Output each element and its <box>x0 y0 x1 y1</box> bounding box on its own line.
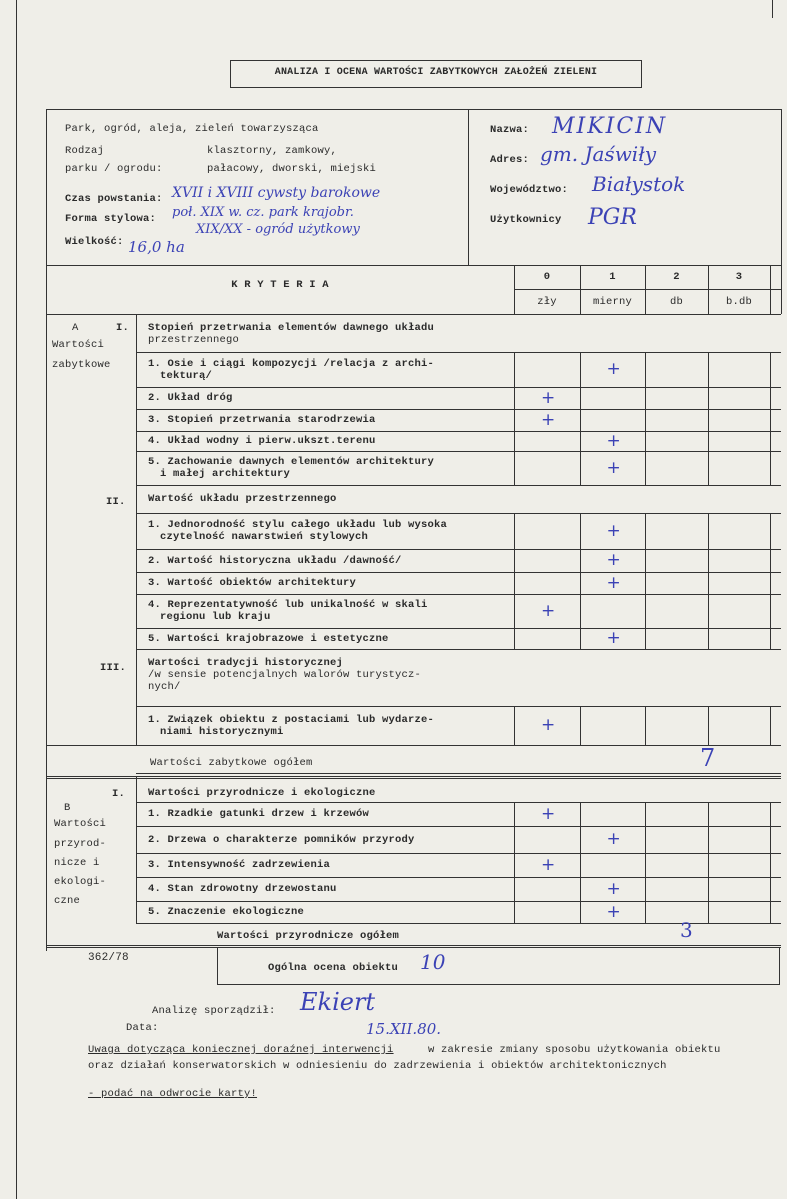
score-cell-line <box>770 706 771 745</box>
score-cell-line <box>645 409 646 431</box>
users-label: Użytkownicy <box>490 214 562 226</box>
grid-line <box>136 387 781 388</box>
score-mark: + <box>606 878 621 899</box>
score-cell-line <box>645 352 646 387</box>
criterion-label-2: niami historycznymi <box>160 725 284 738</box>
score-label: b.db <box>725 296 752 308</box>
score-cell-line <box>770 352 771 387</box>
grid-line <box>136 513 781 514</box>
score-cell-line <box>580 628 581 649</box>
right-margin-line <box>772 0 773 18</box>
score-cell-line <box>770 628 771 649</box>
score-number: 1 <box>609 271 616 283</box>
section-b-title-5: czne <box>54 895 81 907</box>
score-cell-line <box>708 877 709 901</box>
section-b-start-2 <box>46 778 781 779</box>
score-cell-line <box>645 451 646 485</box>
score-mark: + <box>606 457 621 478</box>
score-cell-line <box>514 826 515 853</box>
score-cell-line <box>580 352 581 387</box>
score-cell-line <box>708 901 709 923</box>
note-line-2: oraz działań konserwatorskich w odniesieniu do zadrzewienia i obiektów architektonicznych <box>88 1060 667 1072</box>
style-label: Forma stylowa: <box>65 213 157 225</box>
criterion-label: 1. Jednorodność stylu całego układu lub wysoka <box>148 519 448 531</box>
score-cell-line <box>770 513 771 549</box>
criterion-label-2: tekturą/ <box>160 369 213 382</box>
score-cell-line <box>580 513 581 549</box>
score-cell-line <box>514 628 515 649</box>
score-mark: + <box>606 628 621 648</box>
score-cell-line <box>580 451 581 485</box>
score-cell-line <box>645 513 646 549</box>
score-col-line <box>770 265 771 314</box>
score-cell-line <box>708 572 709 594</box>
section-a-title: Wartości <box>52 339 105 351</box>
score-mark: + <box>606 550 621 570</box>
score-cell-line <box>708 706 709 745</box>
group-header: Wartość układu przestrzennego <box>148 493 337 505</box>
criterion-label: 2. Drzewa o charakterze pomników przyrody <box>148 833 415 846</box>
analyst-signature: Ekiert <box>300 988 376 1016</box>
criterion-label-2: regionu lub kraju <box>160 611 271 623</box>
section-b-title-4: ekologi- <box>54 876 107 888</box>
score-cell-line <box>514 431 515 451</box>
score-cell-line <box>708 594 709 628</box>
score-cell-line <box>770 549 771 572</box>
criterion-label-2: i małej architektury <box>160 468 291 480</box>
score-cell-line <box>514 901 515 923</box>
nature-total-label: Wartości przyrodnicze ogółem <box>217 930 400 942</box>
score-cell-line <box>645 826 646 853</box>
score-cell-line <box>514 706 515 745</box>
object-type: Park, ogród, aleja, zieleń towarzysząca <box>65 123 319 135</box>
criterion-label-2: czytelność nawarstwień stylowych <box>160 531 369 543</box>
creation-label: Czas powstania: <box>65 193 163 205</box>
criterion-label: 5. Wartości krajobrazowe i estetyczne <box>148 632 389 645</box>
criterion-label: 1. Związek obiektu z postaciami lub wydarze- <box>148 713 435 726</box>
grid-line <box>136 485 781 486</box>
park-label: parku / ogrodu: <box>65 163 163 175</box>
score-cell-line <box>645 387 646 409</box>
group-header-2: przestrzennego <box>148 334 240 346</box>
group-2-roman: II. <box>106 496 126 508</box>
criterion-label: 2. Wartość historyczna układu /dawność/ <box>148 554 402 567</box>
score-cell-line <box>645 594 646 628</box>
score-label: mierny <box>592 296 632 308</box>
score-cell-line <box>770 451 771 485</box>
section-b-title-3: nicze i <box>54 857 100 869</box>
score-cell-line <box>708 387 709 409</box>
heritage-total-value: 7 <box>700 744 716 772</box>
heritage-total-label: Wartości zabytkowe ogółem <box>150 757 313 769</box>
note-line-1a: Uwaga dotycząca koniecznej doraźnej interwencji <box>88 1044 394 1056</box>
score-cell-line <box>580 853 581 877</box>
kind-values-1: klasztorny, zamkowy, <box>207 145 338 157</box>
score-mark: + <box>606 430 621 451</box>
score-cell-line <box>770 877 771 901</box>
note-line-1b: w zakresie zmiany sposobu użytkowania obiektu <box>428 1044 721 1056</box>
kind-label: Rodzaj <box>65 145 105 157</box>
score-cell-line <box>580 594 581 628</box>
voivodeship-value: Białystok <box>592 172 686 196</box>
score-cell-line <box>770 853 771 877</box>
left-margin-line <box>16 0 17 1199</box>
criteria-header: K R Y T E R I A <box>231 279 329 291</box>
score-mark: + <box>541 715 556 735</box>
style-value-1: poł. XIX w. cz. park krajobr. <box>172 205 354 220</box>
heritage-total-line <box>136 773 781 774</box>
grid-line <box>136 649 781 650</box>
score-cell-line <box>770 409 771 431</box>
nature-total-line <box>46 945 781 946</box>
criterion-label: 1. Osie i ciągi kompozycji /relacja z archi- <box>148 357 435 370</box>
kind-values-2: pałacowy, dworski, miejski <box>207 163 377 175</box>
score-cell-line <box>645 802 646 826</box>
score-cell-line <box>770 431 771 451</box>
grid-line <box>136 549 781 550</box>
score-mark: + <box>541 600 556 621</box>
section-b-title-1: Wartości <box>54 818 107 830</box>
score-cell-line <box>514 802 515 826</box>
grid-line <box>136 451 781 452</box>
score-cell-line <box>645 901 646 923</box>
score-cell-line <box>708 826 709 853</box>
score-mark: + <box>541 854 556 875</box>
criterion-label: 5. Zachowanie dawnych elementów architektury <box>148 456 435 468</box>
score-cell-line <box>580 409 581 431</box>
nature-total-value: 3 <box>680 918 693 942</box>
score-cell-line <box>770 802 771 826</box>
section-b-start <box>46 776 781 777</box>
score-cell-line <box>645 706 646 745</box>
score-cell-line <box>708 628 709 649</box>
analysed-by-label: Analizę sporządził: <box>152 1005 276 1017</box>
label-col-line <box>136 314 137 746</box>
grid-line <box>136 901 781 902</box>
score-cell-line <box>580 706 581 745</box>
size-label: Wielkość: <box>65 236 124 248</box>
date-value: 15.XII.80. <box>366 1020 442 1038</box>
score-mark: + <box>541 387 556 408</box>
section-a-title-2: zabytkowe <box>52 359 111 371</box>
name-label: Nazwa: <box>490 124 530 136</box>
creation-value: XVII i XVIII cywsty barokowe <box>172 185 381 201</box>
score-mark: + <box>541 409 556 430</box>
grid-line <box>136 706 781 707</box>
score-cell-line <box>514 451 515 485</box>
score-cell-line <box>770 826 771 853</box>
group-1-roman: I. <box>116 322 130 334</box>
section-b-roman: I. <box>112 788 126 800</box>
size-value: 16,0 ha <box>128 238 185 256</box>
grid-line <box>136 826 781 827</box>
score-mark: + <box>606 901 621 922</box>
voivodeship-label: Województwo: <box>490 184 569 196</box>
grid-line <box>136 409 781 410</box>
grid-line <box>136 628 781 629</box>
score-cell-line <box>708 451 709 485</box>
note-line-3: - podać na odwrocie karty! <box>88 1088 258 1100</box>
score-number: 0 <box>543 271 551 283</box>
score-cell-line <box>580 549 581 572</box>
name-value: MIKICIN <box>552 114 668 139</box>
score-cell-line <box>708 431 709 451</box>
score-number: 2 <box>673 271 680 283</box>
grid-line <box>136 802 781 803</box>
criterion-label: 5. Znaczenie ekologiczne <box>148 906 305 918</box>
score-mark: + <box>606 572 621 593</box>
grid-line <box>136 594 781 595</box>
grid-line <box>136 877 781 878</box>
grid-line <box>136 572 781 573</box>
grid-line <box>136 431 781 432</box>
score-cell-line <box>645 853 646 877</box>
criterion-label: 1. Rzadkie gatunki drzew i krzewów <box>148 808 370 820</box>
users-value: PGR <box>588 205 637 230</box>
criterion-label: 3. Stopień przetrwania starodrzewia <box>148 414 376 426</box>
score-cell-line <box>514 549 515 572</box>
score-cell-line <box>708 802 709 826</box>
score-cell-line <box>514 594 515 628</box>
group-header-3: nych/ <box>148 681 181 693</box>
group-header-2: /w sensie potencjalnych walorów turystycz- <box>148 669 422 681</box>
group-header: Stopień przetrwania elementów dawnego układu <box>148 322 435 334</box>
grid-line <box>136 352 781 353</box>
page-title: ANALIZA I OCENA WARTOŚCI ZABYTKOWYCH ZAŁOŻEŃ ZIELENI <box>274 67 598 78</box>
score-cell-line <box>580 387 581 409</box>
score-cell-line <box>580 431 581 451</box>
score-label: zły <box>537 296 557 308</box>
address-label: Adres: <box>490 154 530 166</box>
style-value-2: XIX/XX - ogród użytkowy <box>196 222 360 237</box>
section-a-code: A <box>72 322 79 334</box>
criterion-label: 4. Stan zdrowotny drzewostanu <box>148 883 337 895</box>
score-cell-line <box>580 572 581 594</box>
score-mark: + <box>606 829 621 849</box>
section-b-header: Wartości przyrodnicze i ekologiczne <box>148 787 376 799</box>
score-cell-line <box>514 877 515 901</box>
score-cell-line <box>580 901 581 923</box>
score-number: 3 <box>735 271 743 283</box>
criterion-label: 4. Układ wodny i pierw.ukszt.terenu <box>148 435 376 447</box>
score-cell-line <box>645 628 646 649</box>
grid-line <box>136 314 781 315</box>
archive-number: 362/78 <box>88 952 129 964</box>
score-cell-line <box>514 572 515 594</box>
section-a-end <box>46 745 781 746</box>
score-cell-line <box>580 802 581 826</box>
score-mark: + <box>606 359 621 379</box>
overall-label: Ogólna ocena obiektu <box>268 962 399 974</box>
score-cell-line <box>514 409 515 431</box>
score-cell-line <box>770 594 771 628</box>
score-cell-line <box>708 409 709 431</box>
score-cell-line <box>708 513 709 549</box>
criterion-label: 4. Reprezentatywność lub unikalność w skali <box>148 599 428 611</box>
score-cell-line <box>580 826 581 853</box>
score-cell-line <box>708 853 709 877</box>
overall-value: 10 <box>420 950 446 974</box>
section-b-title-2: przyrod- <box>54 838 107 850</box>
score-cell-line <box>645 431 646 451</box>
score-cell-line <box>514 513 515 549</box>
score-cell-line <box>645 549 646 572</box>
grid-line <box>136 853 781 854</box>
score-label: db <box>669 296 683 308</box>
score-cell-line <box>770 387 771 409</box>
address-value: gm. Jaświły <box>540 142 656 166</box>
score-cell-line <box>580 877 581 901</box>
score-cell-line <box>708 352 709 387</box>
section-b-code: B <box>64 802 71 814</box>
score-cell-line <box>514 352 515 387</box>
score-cell-line <box>645 877 646 901</box>
criterion-label: 2. Układ dróg <box>148 392 233 404</box>
score-cell-line <box>514 853 515 877</box>
score-cell-line <box>770 572 771 594</box>
group-3-roman: III. <box>100 662 127 674</box>
criterion-label: 3. Intensywność zadrzewienia <box>148 859 331 871</box>
score-cell-line <box>708 549 709 572</box>
group-header: Wartości tradycji historycznej <box>148 657 344 669</box>
score-cell-line <box>645 572 646 594</box>
criterion-label: 3. Wartość obiektów architektury <box>148 577 357 589</box>
score-cell-line <box>514 387 515 409</box>
date-label: Data: <box>126 1022 159 1034</box>
score-mark: + <box>541 803 556 824</box>
score-mark: + <box>606 520 621 541</box>
score-cell-line <box>770 901 771 923</box>
